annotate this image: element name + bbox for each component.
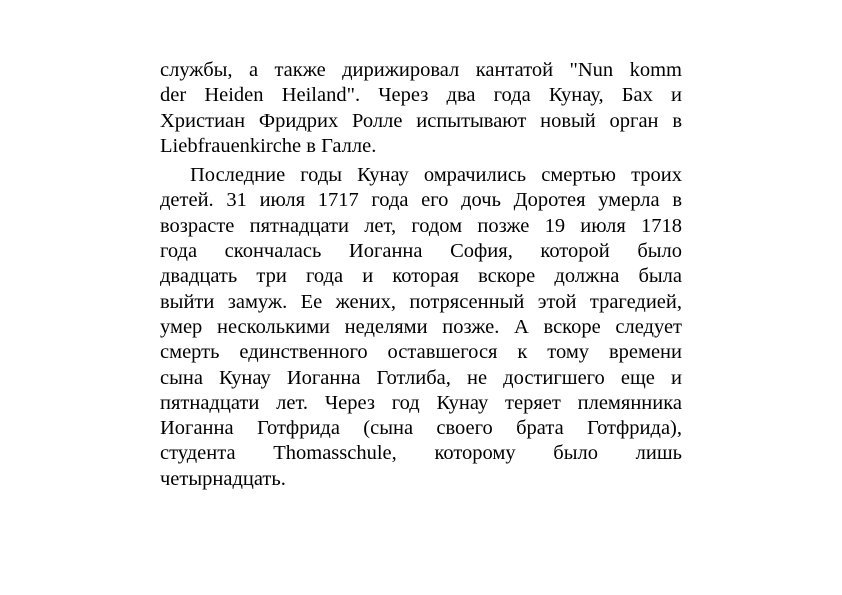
text-line: четырнадцать.: [160, 467, 286, 490]
text-line: сына Кунау Иоганна Готлиба, не достигшего еще и: [160, 366, 682, 389]
paragraph-2: [160, 163, 682, 492]
text-line: пятнадцати лет. Через год Кунау теряет племянника: [160, 391, 682, 414]
text-line: Последние годы Кунау омрачились смертью троих: [190, 164, 682, 187]
text-line: двадцать три года и которая вскоре должна была: [160, 265, 682, 288]
paragraph-1: [160, 58, 682, 159]
text-line: Иоганна Готфрида (сына своего брата Готфрида),: [160, 417, 682, 440]
text-line: службы, а также дирижировал кантатой "Nun komm: [160, 59, 682, 81]
text-line: студента Thomasschule, которому было лишь: [160, 442, 682, 465]
text-line: Христиан Фридрих Ролле испытывают новый орган в: [160, 109, 682, 132]
text-line: года скончалась Иоганна София, которой было: [160, 240, 682, 263]
text-line: Liebfrauenkirche в Галле.: [160, 134, 377, 157]
text-line: der Heiden Heiland". Через два года Кунау, Бах и: [160, 84, 682, 107]
text-line: выйти замуж. Ее жених, потрясенный этой трагедией,: [160, 290, 682, 313]
text-line: умер несколькими неделями позже. А вскоре следует: [160, 315, 682, 338]
text-line: возрасте пятнадцати лет, годом позже 19 июля 1718: [160, 214, 682, 237]
text-line: смерть единственного оставшегося к тому времени: [160, 341, 682, 364]
body-text: [160, 58, 682, 492]
text-line: детей. 31 июля 1717 года его дочь Доротея умерла в: [160, 189, 682, 212]
